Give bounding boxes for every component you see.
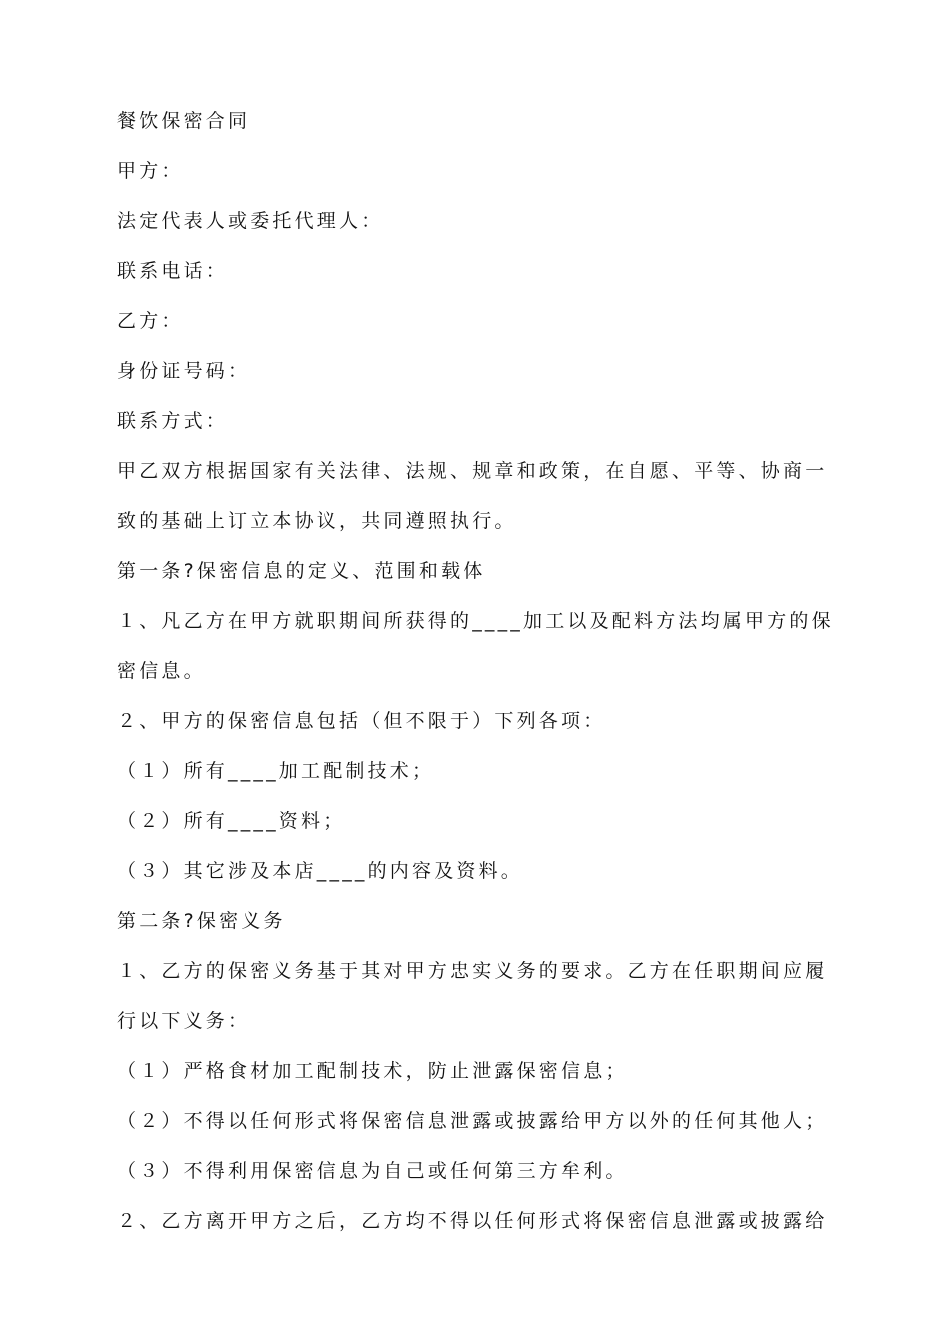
article-2-clause-1-line-1: １、乙方的保密义务基于其对甲方忠实义务的要求。乙方在任职期间应履 xyxy=(117,960,828,982)
article-2-clause-1-line-2: 行以下义务： xyxy=(117,1010,251,1032)
phone-field: 联系电话： xyxy=(117,260,229,282)
article-1-item-2: （２）所有____资料； xyxy=(117,810,346,832)
article-2-item-2: （２）不得以任何形式将保密信息泄露或披露给甲方以外的任何其他人； xyxy=(117,1110,828,1132)
article-2-item-1: （１）严格食材加工配制技术，防止泄露保密信息； xyxy=(117,1060,628,1082)
representative-field: 法定代表人或委托代理人： xyxy=(117,210,384,232)
article-2-clause-2-line-1: ２、乙方离开甲方之后，乙方均不得以任何形式将保密信息泄露或披露给 xyxy=(117,1210,828,1232)
article-1-clause-2: ２、甲方的保密信息包括（但不限于）下列各项： xyxy=(117,710,606,732)
article-1-item-3: （３）其它涉及本店____的内容及资料。 xyxy=(117,860,524,882)
article-1-item-1: （１）所有____加工配制技术； xyxy=(117,760,435,782)
party-a-field: 甲方： xyxy=(117,160,184,182)
article-2-item-3: （３）不得利用保密信息为自己或任何第三方牟利。 xyxy=(117,1160,628,1182)
document-title: 餐饮保密合同 xyxy=(117,110,251,132)
article-1-clause-1-line-2: 密信息。 xyxy=(117,660,206,682)
document-page xyxy=(117,96,837,1246)
id-number-field: 身份证号码： xyxy=(117,360,251,382)
contact-field: 联系方式： xyxy=(117,410,229,432)
article-1-clause-1-line-1: １、凡乙方在甲方就职期间所获得的____加工以及配料方法均属甲方的保 xyxy=(117,610,834,632)
preamble-line-2: 致的基础上订立本协议，共同遵照执行。 xyxy=(117,510,517,532)
article-1-heading: 第一条?保密信息的定义、范围和载体 xyxy=(117,560,486,582)
preamble-line-1: 甲乙双方根据国家有关法律、法规、规章和政策，在自愿、平等、协商一 xyxy=(117,460,828,482)
party-b-field: 乙方： xyxy=(117,310,184,332)
article-2-heading: 第二条?保密义务 xyxy=(117,910,286,932)
